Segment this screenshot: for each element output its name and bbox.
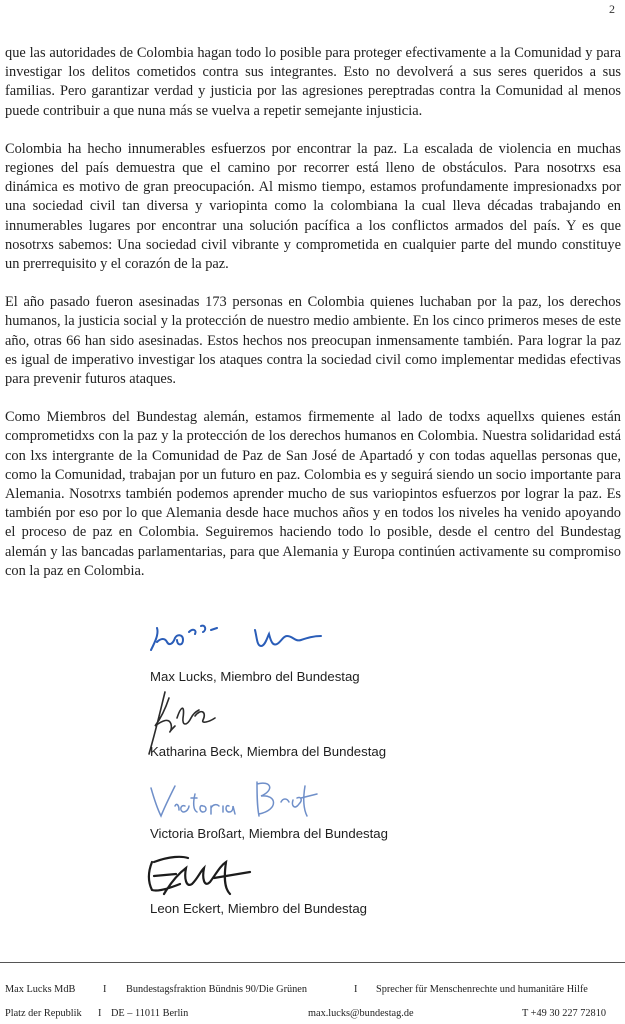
signatory-name: Leon Eckert, Miembro del Bundestag [150, 901, 367, 916]
paragraph: Como Miembros del Bundestag alemán, estamos firmemente al lado de todxs aquellxs quienes están comprometidxs con la paz y la protección de los derechos humanos en Colombia. Nuestra solidaridad está con lxs intergrante de la Comunidad de Paz de San José de Apartadó y con todas aquellas personas que, como la Comunidad, trabajan por un futuro en paz. Colombia es y seguirá siendo un socio importante para Alemania. Nosotrxs también podemos aprender mucho de sus variopintos esfuerzos por lograr la paz. Es también por eso por lo que Alemania desde hace muchos años y en todos los niveles ha venido apoyando el proceso de paz en Colombia. Seguiremos haciendo todo lo posible, desde el centro del Bundestag alemán y las bancadas parlamentarias, para que Alemania y Europa continúen activamente su compromiso con la paz en Colombia. [5, 409, 621, 579]
page-number: 2 [609, 2, 615, 16]
paragraph: El año pasado fueron asesinadas 173 personas en Colombia quienes luchaban por la paz, los derechos humanos, la justicia social y la protección de nuestro medio ambiente. En los cinco primeros meses de este año, otras 66 han sido asesinadas. Estos hechos nos preocupan inmensamente también. Para lograr la paz es igual de imperativo investigar los ataques contra la sociedad civil como implementar medidas efectivas para prevenir futuros ataques. [5, 294, 621, 388]
footer-separator: I [103, 984, 107, 995]
signatory-name: Katharina Beck, Miembra del Bundestag [150, 744, 387, 759]
handwritten-signature [145, 776, 325, 826]
footer-role: Sprecher für Menschenrechte und humanitäre Hilfe [376, 984, 588, 995]
footer-separator: I [354, 984, 358, 995]
footer-address: Platz der Republik [5, 1008, 82, 1019]
signatory-name: Max Lucks, Miembro del Bundestag [150, 669, 360, 684]
handwritten-signature [145, 612, 345, 662]
footer-parliamentary-group: Bundestagsfraktion Bündnis 90/Die Grünen [126, 984, 308, 995]
paragraph: Colombia ha hecho innumerables esfuerzos por encontrar la paz. La escalada de violencia en muchas regiones del país demuestra que el camino por recorrer está lleno de obstáculos. Para nosotrxs esa dinámica es motivo de gran preocupación. Al mismo tiempo, estamos profundamente impresionadxs por una sociedad civil tan diversa y variopinta como la colombiana la cual lleva décadas trabajando en innumerables lugares por encontrar una solución pacífica a los conflictos armados del país. Y es que nosotrxs sabemos: Una sociedad civil vibrante y comprometida en cualquier parte del mundo constituye un prerrequisito y el corazón de la paz. [5, 140, 621, 273]
signatory-name: Victoria Broßart, Miembra del Bundestag [150, 826, 388, 841]
paragraph: que las autoridades de Colombia hagan todo lo posible para proteger efectivamente a la Comunidad y para investigar los delitos cometidos contra sus integrantes. Esto no devolverá a sus seres queridos a sus familias. Pero garantizar verdad y justicia por las agresiones pereptradas contra la Comunidad al menos puede contribuir a que nuna más se vuelva a repetir semejante injusticia. [5, 45, 621, 119]
footer-sender-name: Max Lucks MdB [5, 984, 76, 995]
footer-phone: T +49 30 227 72810 [522, 1008, 606, 1019]
letter-body [5, 44, 621, 600]
footer-email: max.lucks@bundestag.de [308, 1008, 414, 1019]
footer-divider [0, 962, 625, 963]
footer-city: DE – 11011 Berlin [111, 1008, 189, 1019]
footer-separator: I [98, 1008, 102, 1019]
handwritten-signature [140, 848, 270, 904]
